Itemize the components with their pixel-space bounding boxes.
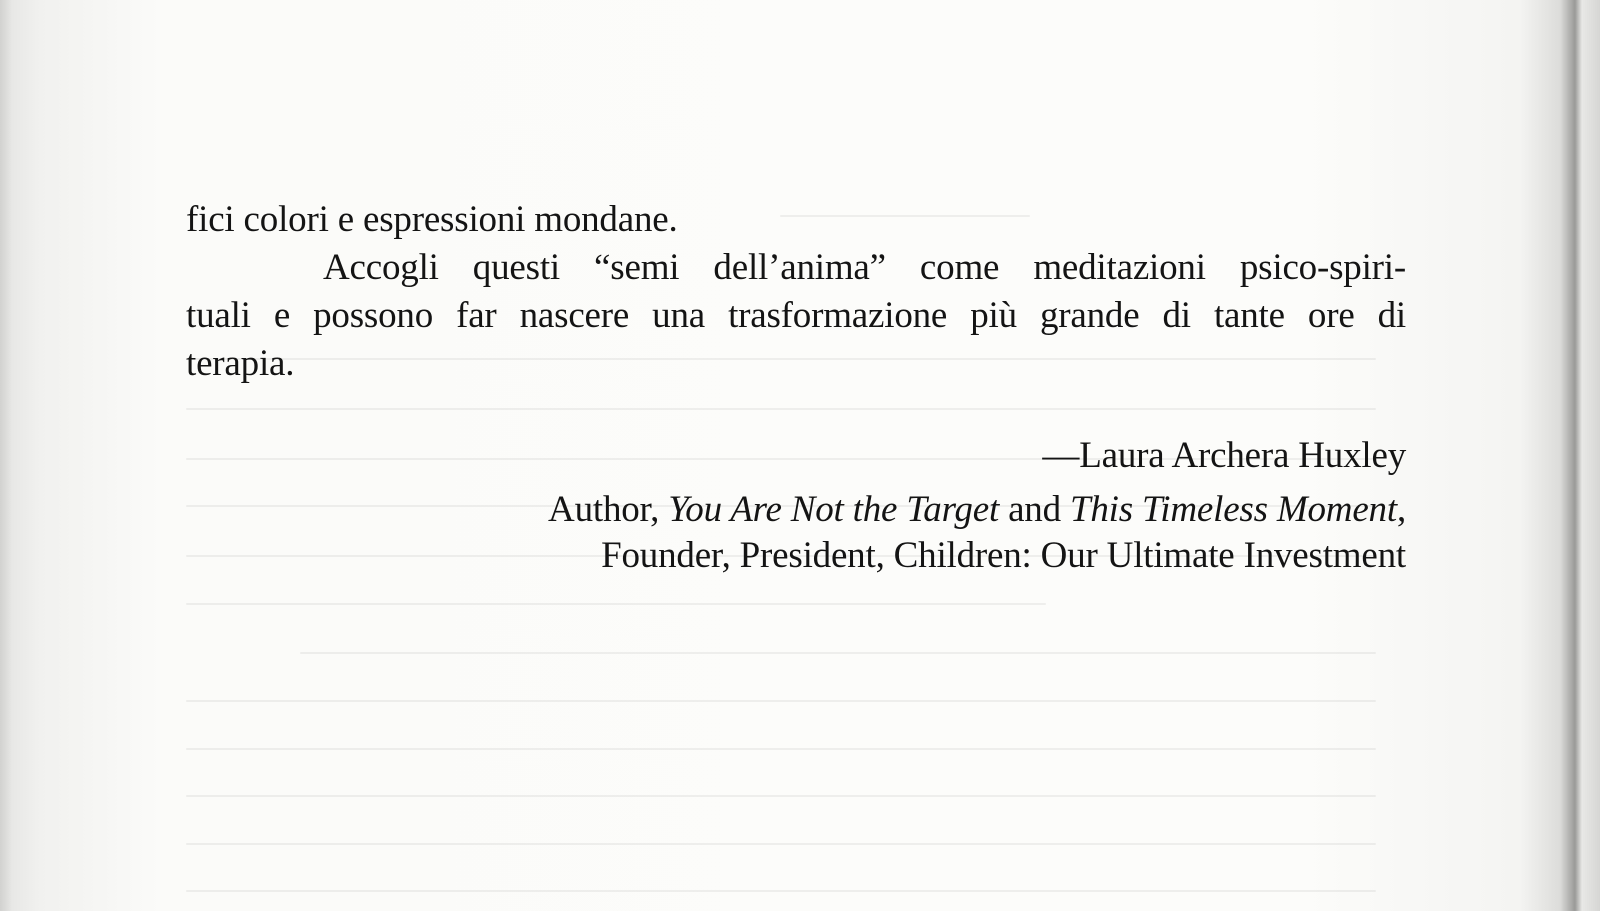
attribution-name: —Laura Archera Huxley [1042,435,1406,476]
paragraph-line: Accogli questi “semi dell’anima” come meditazioni psico-spiri- [323,247,1406,288]
page-edge [0,0,12,911]
book-title: You Are Not the Target [668,489,1000,530]
book-title: This Timeless Moment [1069,489,1397,530]
author-prefix: Author, [548,489,669,530]
paragraph-line: fici colori e espressioni mondane. [186,199,678,240]
body-paragraph [186,196,1406,388]
paragraph-line: tuali e possono far nascere una trasformazione più grande di tante ore di [186,295,1406,336]
author-suffix: , [1396,489,1406,530]
attribution-roles: Founder, President, Children: Our Ultimate Investment [601,535,1406,576]
attribution-author-line [548,486,1406,534]
paragraph-line: terapia. [186,343,295,384]
conjunction: and [999,489,1070,530]
